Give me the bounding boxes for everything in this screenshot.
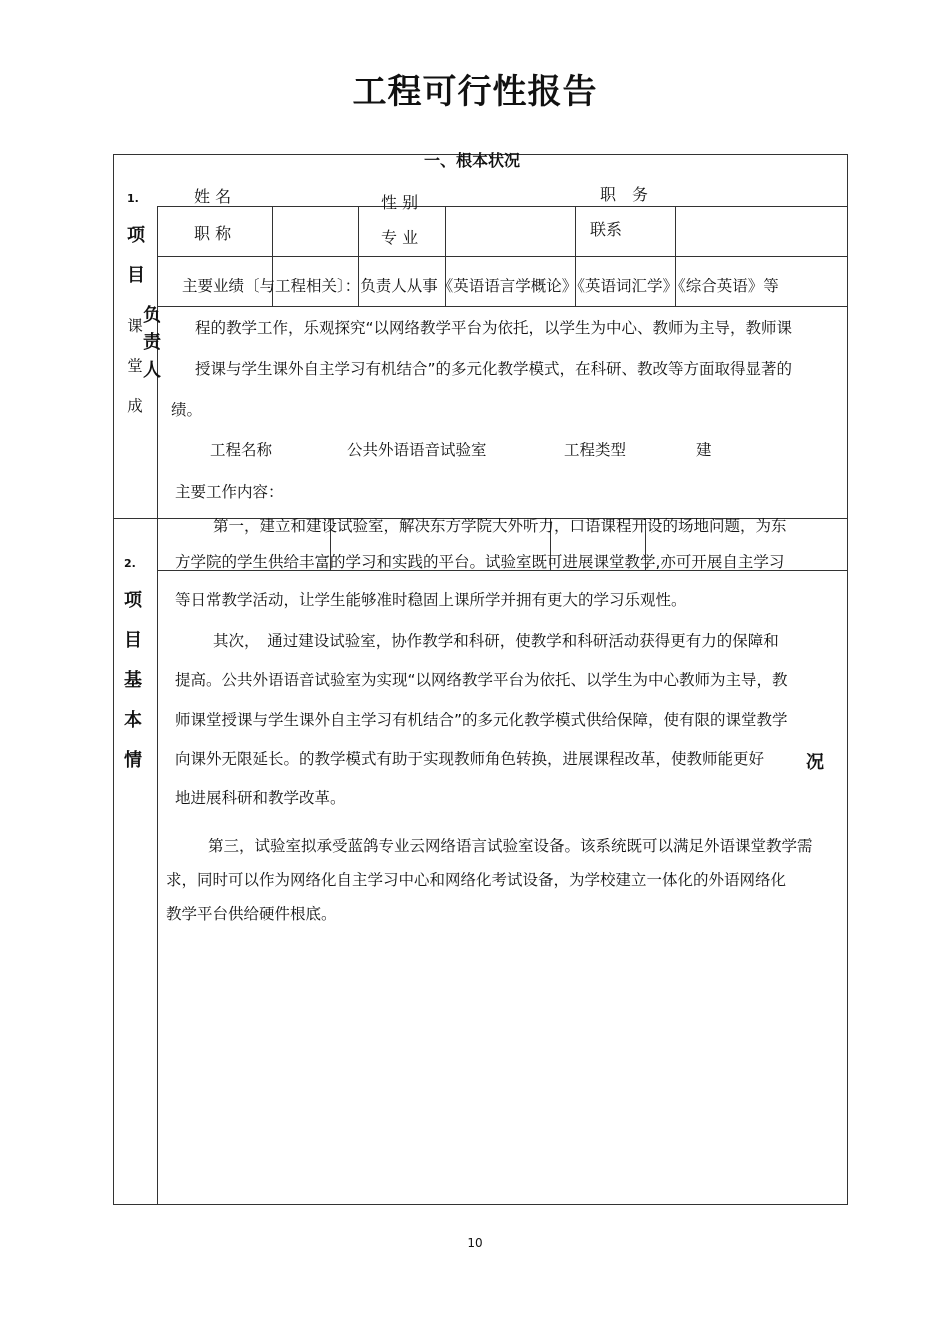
field-gender-label: 性 别 — [381, 193, 419, 212]
section2-side-label: 项 目 基 本 情 — [124, 590, 142, 771]
paragraph2-line: 提高。公共外语语音试验室为实现“以网络教学平台为依托、以学生为中心教师为主导，教 — [175, 671, 788, 689]
paragraph1-line: 等日常教学活动，让学生能够准时稳固上课所学并拥有更大的学习乐观性。 — [175, 591, 687, 609]
paragraph3-line: 第三，试验室拟承受蓝鸽专业云网络语言试验室设备。该系统既可以满足外语课堂教学需 — [208, 837, 813, 855]
paragraph3-line: 教学平台供给硬件根底。 — [166, 905, 337, 923]
achievements-line: 绩。 — [171, 401, 203, 419]
paragraph2-line: 其次， 通过建设试验室，协作教学和科研，使教学和科研活动获得更有力的保障和 — [213, 632, 779, 650]
page-number: 10 — [467, 1236, 483, 1250]
section1-header: 一、根本状况 — [424, 151, 521, 170]
achievements-lead: 主要业绩〔与工程相关〕：负责人从事《英语语言学概论》《英语词汇学》《综合英语》等 — [182, 277, 779, 295]
project-name-value: 公共外语语音试验室 — [347, 441, 487, 459]
field-contact-label: 联系 — [590, 220, 623, 239]
document-title: 工程可行性报告 — [352, 72, 598, 112]
field-major-label: 专 业 — [381, 228, 419, 247]
paragraph3-line: 求，同时可以作为网络化自主学习中心和网络化考试设备，为学校建立一体化的外语网络化 — [166, 871, 787, 889]
paragraph1-line: 方学院的学生供给丰富的学习和实践的平台。试验室既可进展课堂教学,亦可开展自主学习 — [175, 553, 785, 571]
section1-side-label-outer: 课 堂 成 — [127, 317, 143, 415]
project-name-label: 工程名称 — [210, 441, 273, 459]
field-name-label: 姓 名 — [194, 187, 232, 206]
project-type-label: 工程类型 — [564, 441, 627, 459]
field-position-label: 职 务 — [600, 185, 649, 204]
achievements-line: 授课与学生课外自主学习有机结合”的多元化教学模式，在科研、教改等方面取得显著的 — [195, 360, 793, 378]
work-content-label: 主要工作内容： — [175, 483, 284, 501]
section2-number: 2. — [124, 557, 136, 570]
paragraph2-line: 向课外无限延长。的教学模式有助于实现教师角色转换，进展课程改革，使教师能更好 — [175, 750, 765, 768]
field-title-label: 职 称 — [194, 224, 232, 243]
section1-side-label: 项 目 — [127, 225, 145, 286]
section1-number: 1. — [127, 192, 139, 205]
paragraph2-line: 师课堂授课与学生课外自主学习有机结合”的多元化教学模式供给保障，使有限的课堂教学 — [175, 711, 788, 729]
paragraph2-line: 地进展科研和教学改革。 — [175, 789, 346, 807]
project-type-value: 建 — [696, 441, 712, 459]
section1-side-label-inner: 负 责 人 — [143, 305, 161, 381]
paragraph1-line: 第一，建立和建设试验室，解决东方学院大外听力，口语课程开设的场地问题，为东 — [213, 517, 787, 535]
achievements-line: 程的教学工作，乐观探究“以网络教学平台为依托，以学生为中心、教师为主导，教师课 — [195, 319, 793, 337]
section2-side-tail: 况 — [806, 752, 824, 773]
